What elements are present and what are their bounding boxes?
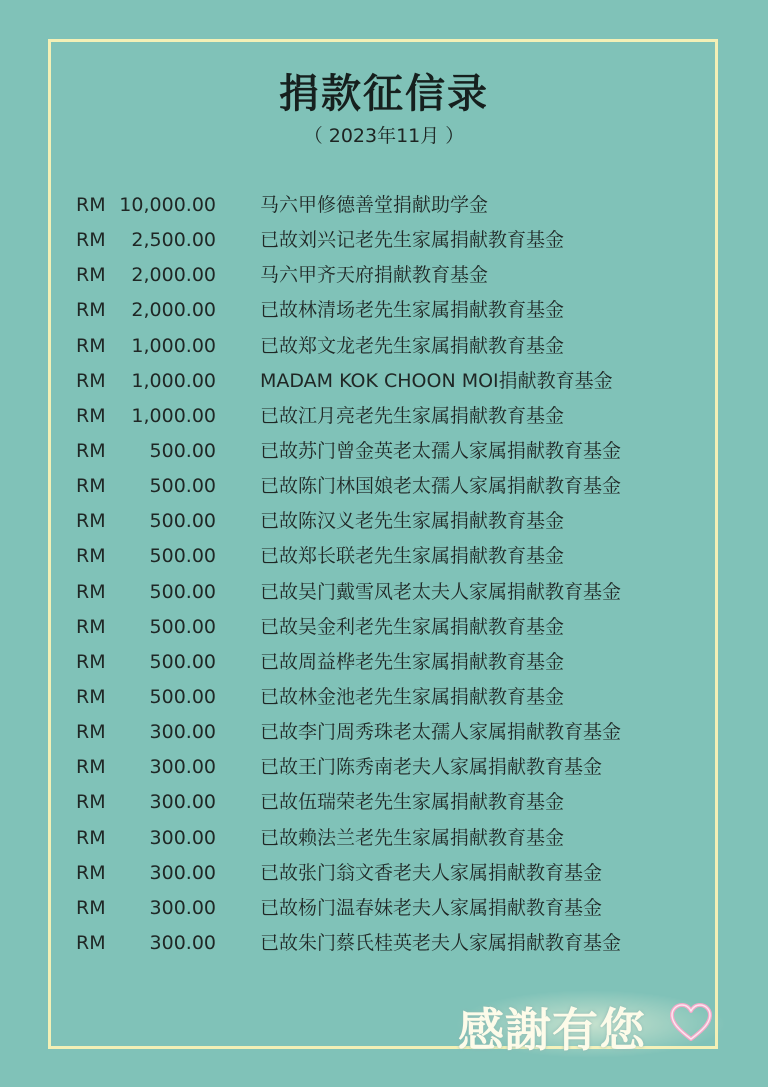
heart-icon xyxy=(669,1002,713,1042)
donation-row xyxy=(0,680,768,715)
donation-description: 已故江月亮老先生家属捐献教育基金 xyxy=(260,404,565,427)
donation-description: 已故郑文龙老先生家属捐献教育基金 xyxy=(260,334,565,357)
donation-amount: 300.00 xyxy=(149,861,216,884)
currency-label: RM xyxy=(76,826,106,849)
donation-description: 已故吴金利老先生家属捐献教育基金 xyxy=(260,615,565,638)
donation-row xyxy=(0,926,768,961)
donation-amount: 500.00 xyxy=(149,545,216,568)
donation-description: 已故王门陈秀南老夫人家属捐献教育基金 xyxy=(260,756,603,779)
donation-amount: 300.00 xyxy=(149,756,216,779)
donation-row xyxy=(0,575,768,610)
thanks-text: 感謝有您 xyxy=(458,1003,646,1057)
donation-row xyxy=(0,329,768,364)
currency-label: RM xyxy=(76,931,106,954)
donation-row xyxy=(0,293,768,328)
donation-row xyxy=(0,399,768,434)
donation-description: 已故陈门林国娘老太孺人家属捐献教育基金 xyxy=(260,475,622,498)
donation-description: 已故张门翁文香老夫人家属捐献教育基金 xyxy=(260,861,603,884)
donation-row xyxy=(0,434,768,469)
donation-row xyxy=(0,539,768,574)
currency-label: RM xyxy=(76,475,106,498)
donation-amount: 1,000.00 xyxy=(131,334,216,357)
donation-row xyxy=(0,469,768,504)
currency-label: RM xyxy=(76,896,106,919)
donation-amount: 500.00 xyxy=(149,580,216,603)
donation-description: MADAM KOK CHOON MOI捐献教育基金 xyxy=(260,369,613,392)
donation-amount: 500.00 xyxy=(149,650,216,673)
donation-description: 已故吴门戴雪凤老太夫人家属捐献教育基金 xyxy=(260,580,622,603)
donation-row xyxy=(0,364,768,399)
currency-label: RM xyxy=(76,510,106,533)
currency-label: RM xyxy=(76,334,106,357)
donation-row xyxy=(0,645,768,680)
currency-label: RM xyxy=(76,685,106,708)
donation-row xyxy=(0,504,768,539)
currency-label: RM xyxy=(76,580,106,603)
donation-amount: 300.00 xyxy=(149,826,216,849)
donation-row xyxy=(0,856,768,891)
donation-row xyxy=(0,821,768,856)
currency-label: RM xyxy=(76,439,106,462)
donation-amount: 10,000.00 xyxy=(119,194,216,216)
donation-description: 马六甲齐天府捐献教育基金 xyxy=(260,264,489,287)
donation-description: 马六甲修德善堂捐献助学金 xyxy=(260,194,489,216)
donation-description: 已故朱门蔡氏桂英老夫人家属捐献教育基金 xyxy=(260,931,622,954)
donation-amount: 500.00 xyxy=(149,475,216,498)
donation-amount: 1,000.00 xyxy=(131,369,216,392)
donation-list xyxy=(0,188,768,961)
donation-amount: 300.00 xyxy=(149,791,216,814)
donation-description: 已故伍瑞荣老先生家属捐献教育基金 xyxy=(260,791,565,814)
donation-amount: 300.00 xyxy=(149,721,216,744)
donation-description: 已故李门周秀珠老太孺人家属捐献教育基金 xyxy=(260,721,622,744)
currency-label: RM xyxy=(76,650,106,673)
donation-row xyxy=(0,610,768,645)
currency-label: RM xyxy=(76,229,106,252)
currency-label: RM xyxy=(76,756,106,779)
donation-amount: 500.00 xyxy=(149,685,216,708)
currency-label: RM xyxy=(76,721,106,744)
donation-description: 已故杨门温春妹老夫人家属捐献教育基金 xyxy=(260,896,603,919)
donation-row xyxy=(0,750,768,785)
donation-row xyxy=(0,258,768,293)
donation-description: 已故林清场老先生家属捐献教育基金 xyxy=(260,299,565,322)
donation-amount: 500.00 xyxy=(149,439,216,462)
currency-label: RM xyxy=(76,369,106,392)
donation-amount: 300.00 xyxy=(149,931,216,954)
donation-row xyxy=(0,715,768,750)
currency-label: RM xyxy=(76,861,106,884)
donation-amount: 2,000.00 xyxy=(131,264,216,287)
donation-description: 已故林金池老先生家属捐献教育基金 xyxy=(260,685,565,708)
currency-label: RM xyxy=(76,194,106,216)
thanks-badge xyxy=(456,988,726,1058)
currency-label: RM xyxy=(76,404,106,427)
currency-label: RM xyxy=(76,791,106,814)
donation-amount: 2,000.00 xyxy=(131,299,216,322)
donation-description: 已故刘兴记老先生家属捐献教育基金 xyxy=(260,229,565,252)
currency-label: RM xyxy=(76,615,106,638)
donation-amount: 2,500.00 xyxy=(131,229,216,252)
donation-row xyxy=(0,891,768,926)
donation-row xyxy=(0,785,768,820)
currency-label: RM xyxy=(76,264,106,287)
donation-description: 已故周益桦老先生家属捐献教育基金 xyxy=(260,650,565,673)
donation-amount: 500.00 xyxy=(149,615,216,638)
donation-description: 已故郑长联老先生家属捐献教育基金 xyxy=(260,545,565,568)
donation-row xyxy=(0,188,768,223)
donation-description: 已故陈汉义老先生家属捐献教育基金 xyxy=(260,510,565,533)
donation-description: 已故苏门曾金英老太孺人家属捐献教育基金 xyxy=(260,439,622,462)
page-title: 捐款征信录 xyxy=(279,71,489,117)
page-subtitle: （ 2023年11月 ） xyxy=(303,125,465,147)
currency-label: RM xyxy=(76,299,106,322)
donation-amount: 500.00 xyxy=(149,510,216,533)
donation-amount: 300.00 xyxy=(149,896,216,919)
donation-amount: 1,000.00 xyxy=(131,404,216,427)
currency-label: RM xyxy=(76,545,106,568)
donation-row xyxy=(0,223,768,258)
donation-description: 已故赖法兰老先生家属捐献教育基金 xyxy=(260,826,565,849)
